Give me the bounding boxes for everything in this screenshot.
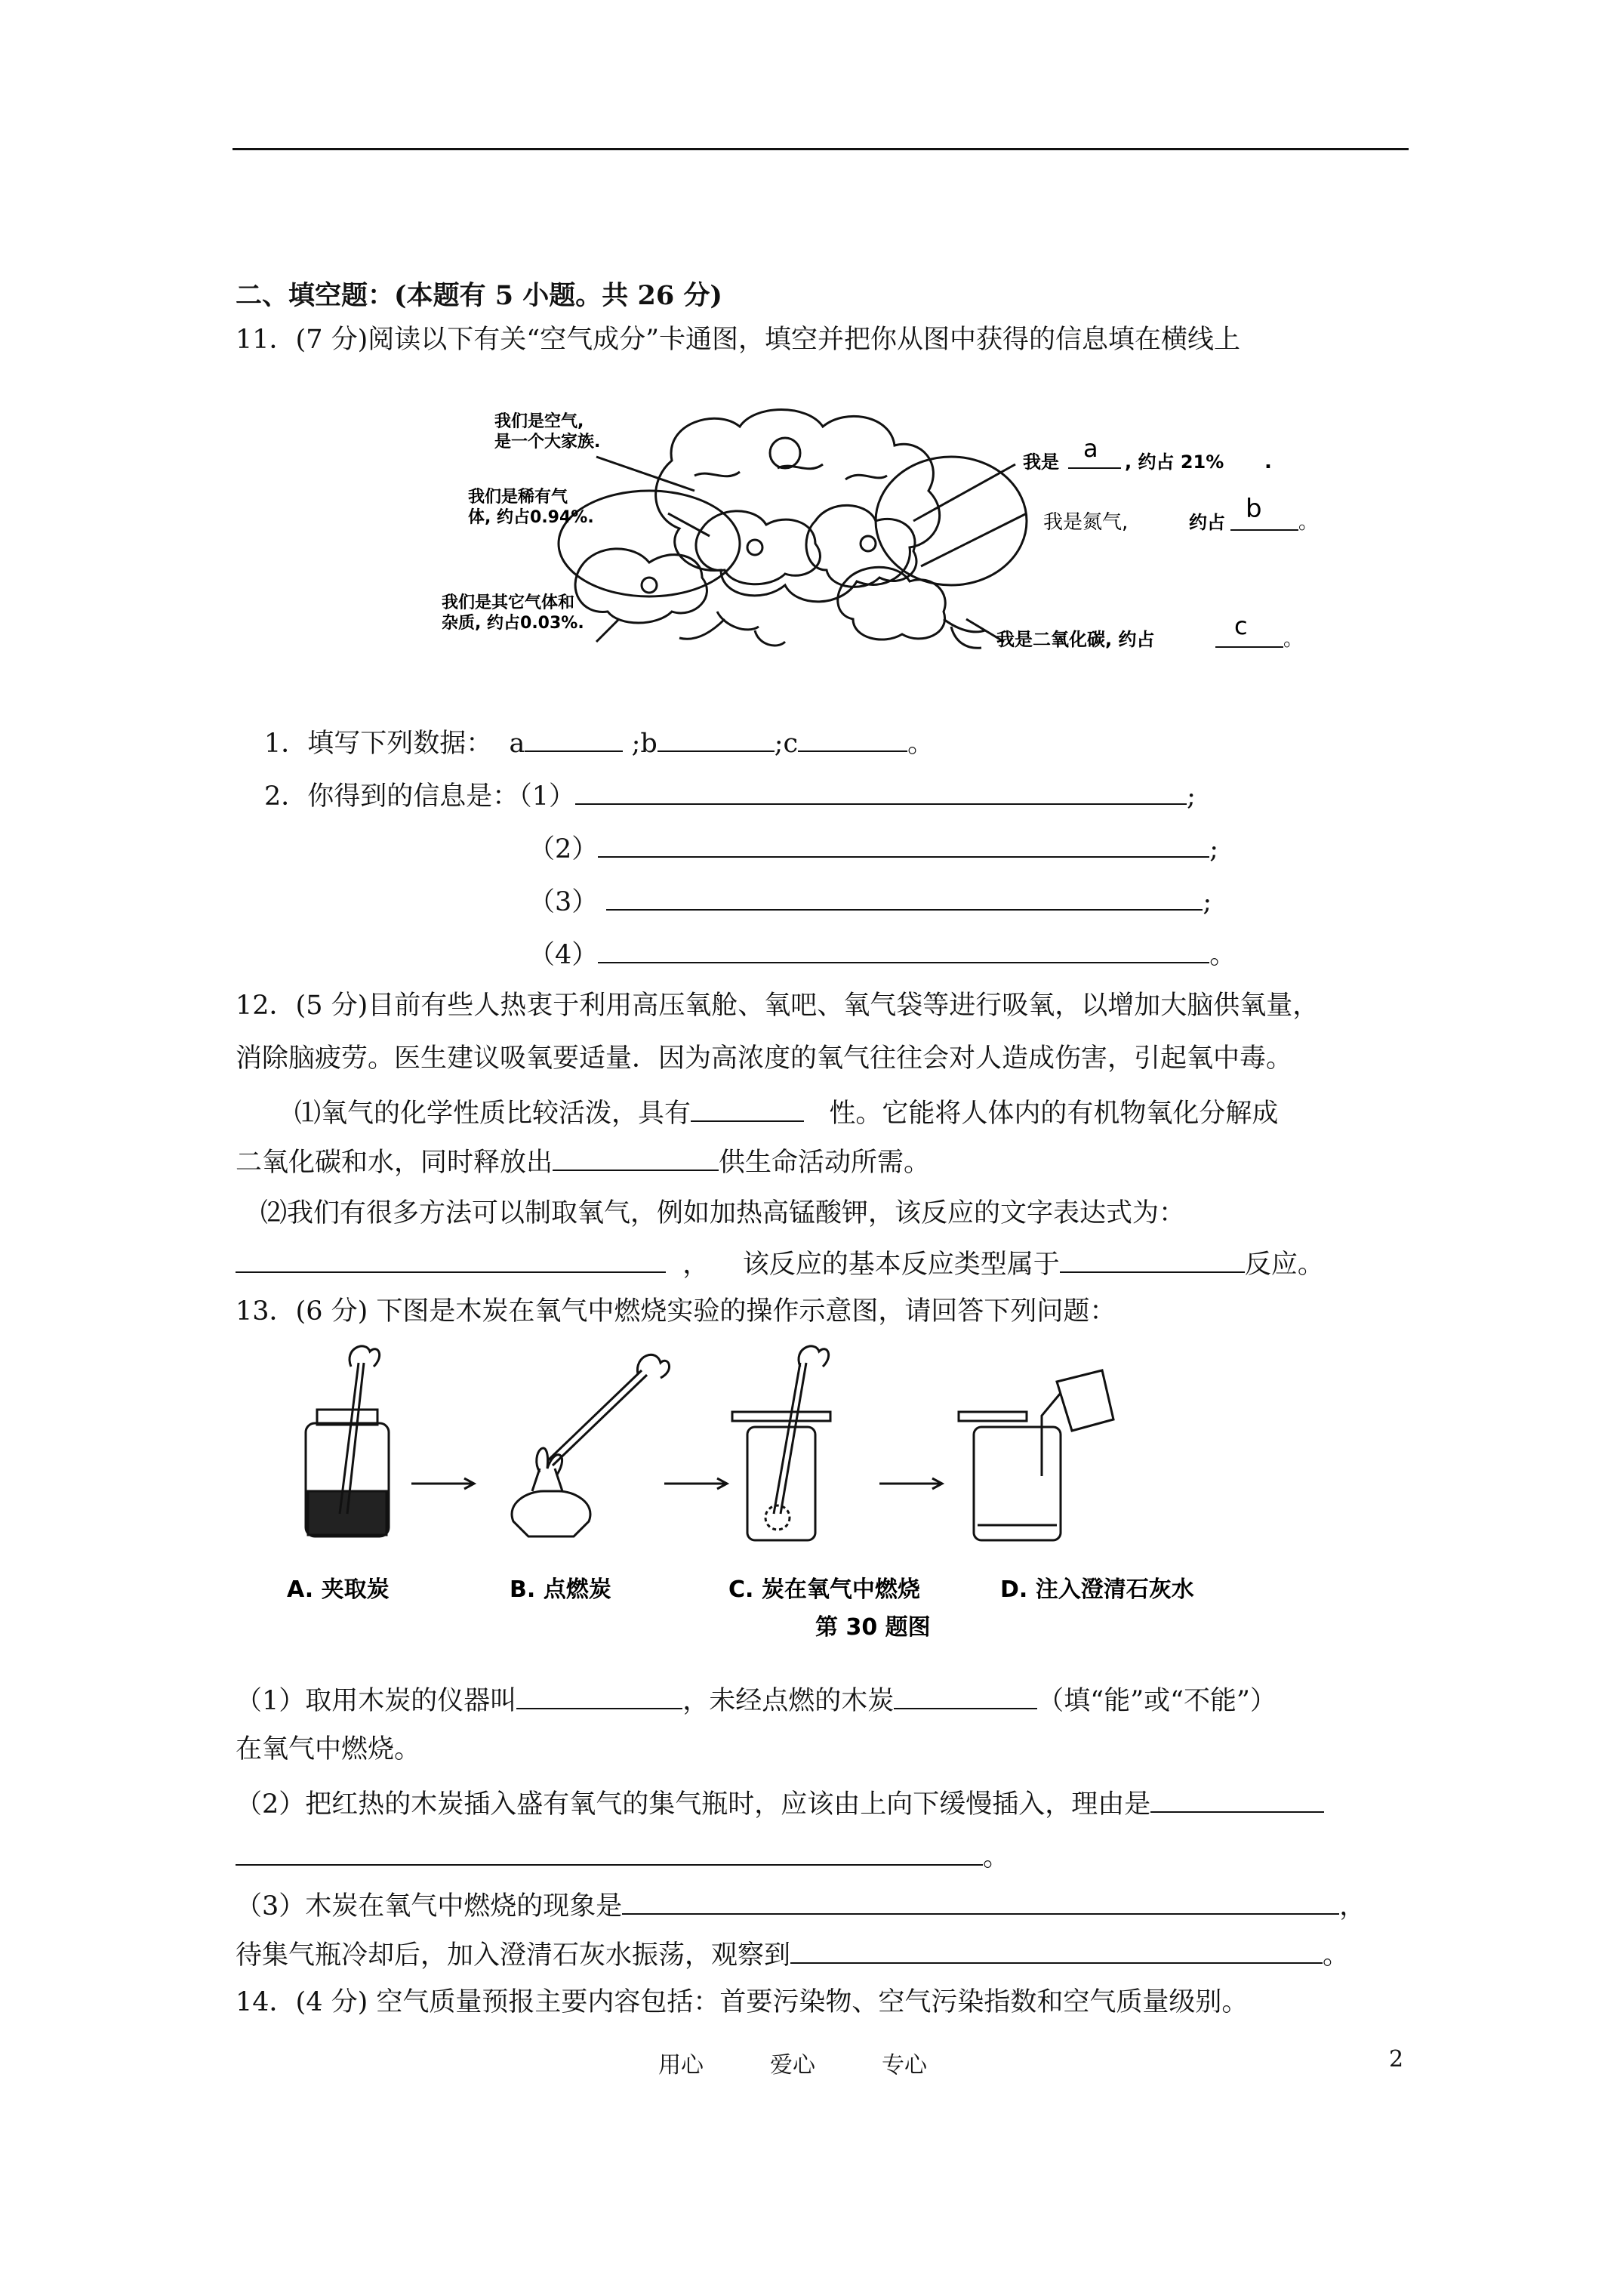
fig-label-a: A. 夹取炭 (287, 1576, 390, 1603)
q14-stem: 14．(4 分) 空气质量预报主要内容包括：首要污染物、空气污染指数和空气质量级别。 (236, 1987, 1249, 2017)
charcoal-experiment-figure (279, 1340, 1298, 1642)
fig-label-d: D. 注入澄清石灰水 (1000, 1576, 1194, 1603)
page-number: 2 (1389, 2046, 1404, 2073)
footer-left: 用心 (658, 2052, 704, 2079)
q13-p1: （1）取用木炭的仪器叫 ，未经点燃的木炭 （填“能”或“不能”） (236, 1682, 1277, 1718)
air-composition-cartoon (423, 393, 1329, 664)
nitrogen-end: 。 (1298, 511, 1319, 534)
footer-right: 专心 (882, 2052, 927, 2079)
oxygen-prefix: 我是 (1023, 451, 1059, 473)
q13-p3: （3）木炭在氧气中燃烧的现象是 ， (236, 1888, 1366, 1923)
q11-stem: 11．(7 分)阅读以下有关“空气成分”卡通图，填空并把你从图中获得的信息填在横线上 (236, 325, 1241, 355)
bubble2-line1: 我们是稀有气 (468, 488, 568, 507)
q12-line6: ， 该反应的基本反应类型属于 反应。 (236, 1246, 1324, 1281)
q13-p3-cont: 待集气瓶冷却后，加入澄清石灰水振荡，观察到 。 (236, 1937, 1349, 1972)
q11-part2-row4: （4） 。 (528, 936, 1236, 972)
q11-part2-row1: 2．你得到的信息是：（1） ; (264, 778, 1196, 813)
bubble3-line2: 杂质, 约占0.03%. (442, 614, 584, 633)
q11-part2-row3: （3） ; (528, 883, 1212, 919)
co2-prefix: 我是二氧化碳, 约占 (996, 629, 1155, 650)
bubble1-line2: 是一个大家族. (494, 433, 601, 451)
fig-label-b: B. 点燃炭 (510, 1576, 611, 1603)
fig-caption: 第 30 题图 (815, 1614, 931, 1641)
q13-stem: 13．(6 分) 下图是木炭在氧气中燃烧实验的操作示意图，请回答下列问题： (236, 1296, 1116, 1327)
q12-line3: ⑴氧气的化学性质比较活泼，具有 性。它能将人体内的有机物氧化分解成 (294, 1095, 1278, 1130)
oxygen-letter: a (1083, 434, 1098, 463)
bubble3-line1: 我们是其它气体和 (442, 593, 575, 612)
q12-line5: ⑵我们有很多方法可以制取氧气，例如加热高锰酸钾，该反应的文字表达式为： (260, 1198, 1186, 1228)
q11-part2-row2: （2） ; (528, 831, 1218, 866)
oxygen-end: . (1264, 451, 1272, 473)
q13-p1-cont: 在氧气中燃烧。 (236, 1734, 421, 1764)
bubble2-line2: 体, 约占0.94%. (468, 508, 594, 527)
bubble1-line1: 我们是空气, (494, 412, 584, 431)
footer-mid: 爱心 (770, 2052, 815, 2079)
q13-p2-cont: 。 (236, 1838, 1009, 1874)
nitrogen-mid: 约占 (1189, 512, 1225, 533)
fig-label-c: C. 炭在氧气中燃烧 (728, 1576, 920, 1603)
q12-line4: 二氧化碳和水，同时释放出 供生命活动所需。 (236, 1144, 930, 1179)
q13-p2: （2）把红热的木炭插入盛有氧气的集气瓶时，应该由上向下缓慢插入，理由是 (236, 1786, 1324, 1821)
co2-letter: c (1234, 612, 1248, 640)
q11-part1: 1．填写下列数据： a ;b ;c 。 (264, 725, 934, 760)
header-rule (233, 148, 1409, 150)
q12-line1: 12．(5 分)目前有些人热衷于利用高压氧舱、氧吧、氧气袋等进行吸氧，以增加大脑供氧量， (236, 991, 1320, 1021)
oxygen-suffix: , 约占 21% (1125, 451, 1224, 473)
q12-line2: 消除脑疲劳。医生建议吸氧要适量．因为高浓度的氧气往往会对人造成伤害，引起氧中毒。 (236, 1043, 1293, 1074)
section-title: 二、填空题：(本题有 5 小题。共 26 分) (236, 280, 722, 311)
nitrogen-prefix: 我是氮气, (1043, 511, 1129, 534)
nitrogen-letter: b (1246, 494, 1262, 524)
co2-end: 。 (1283, 628, 1304, 651)
